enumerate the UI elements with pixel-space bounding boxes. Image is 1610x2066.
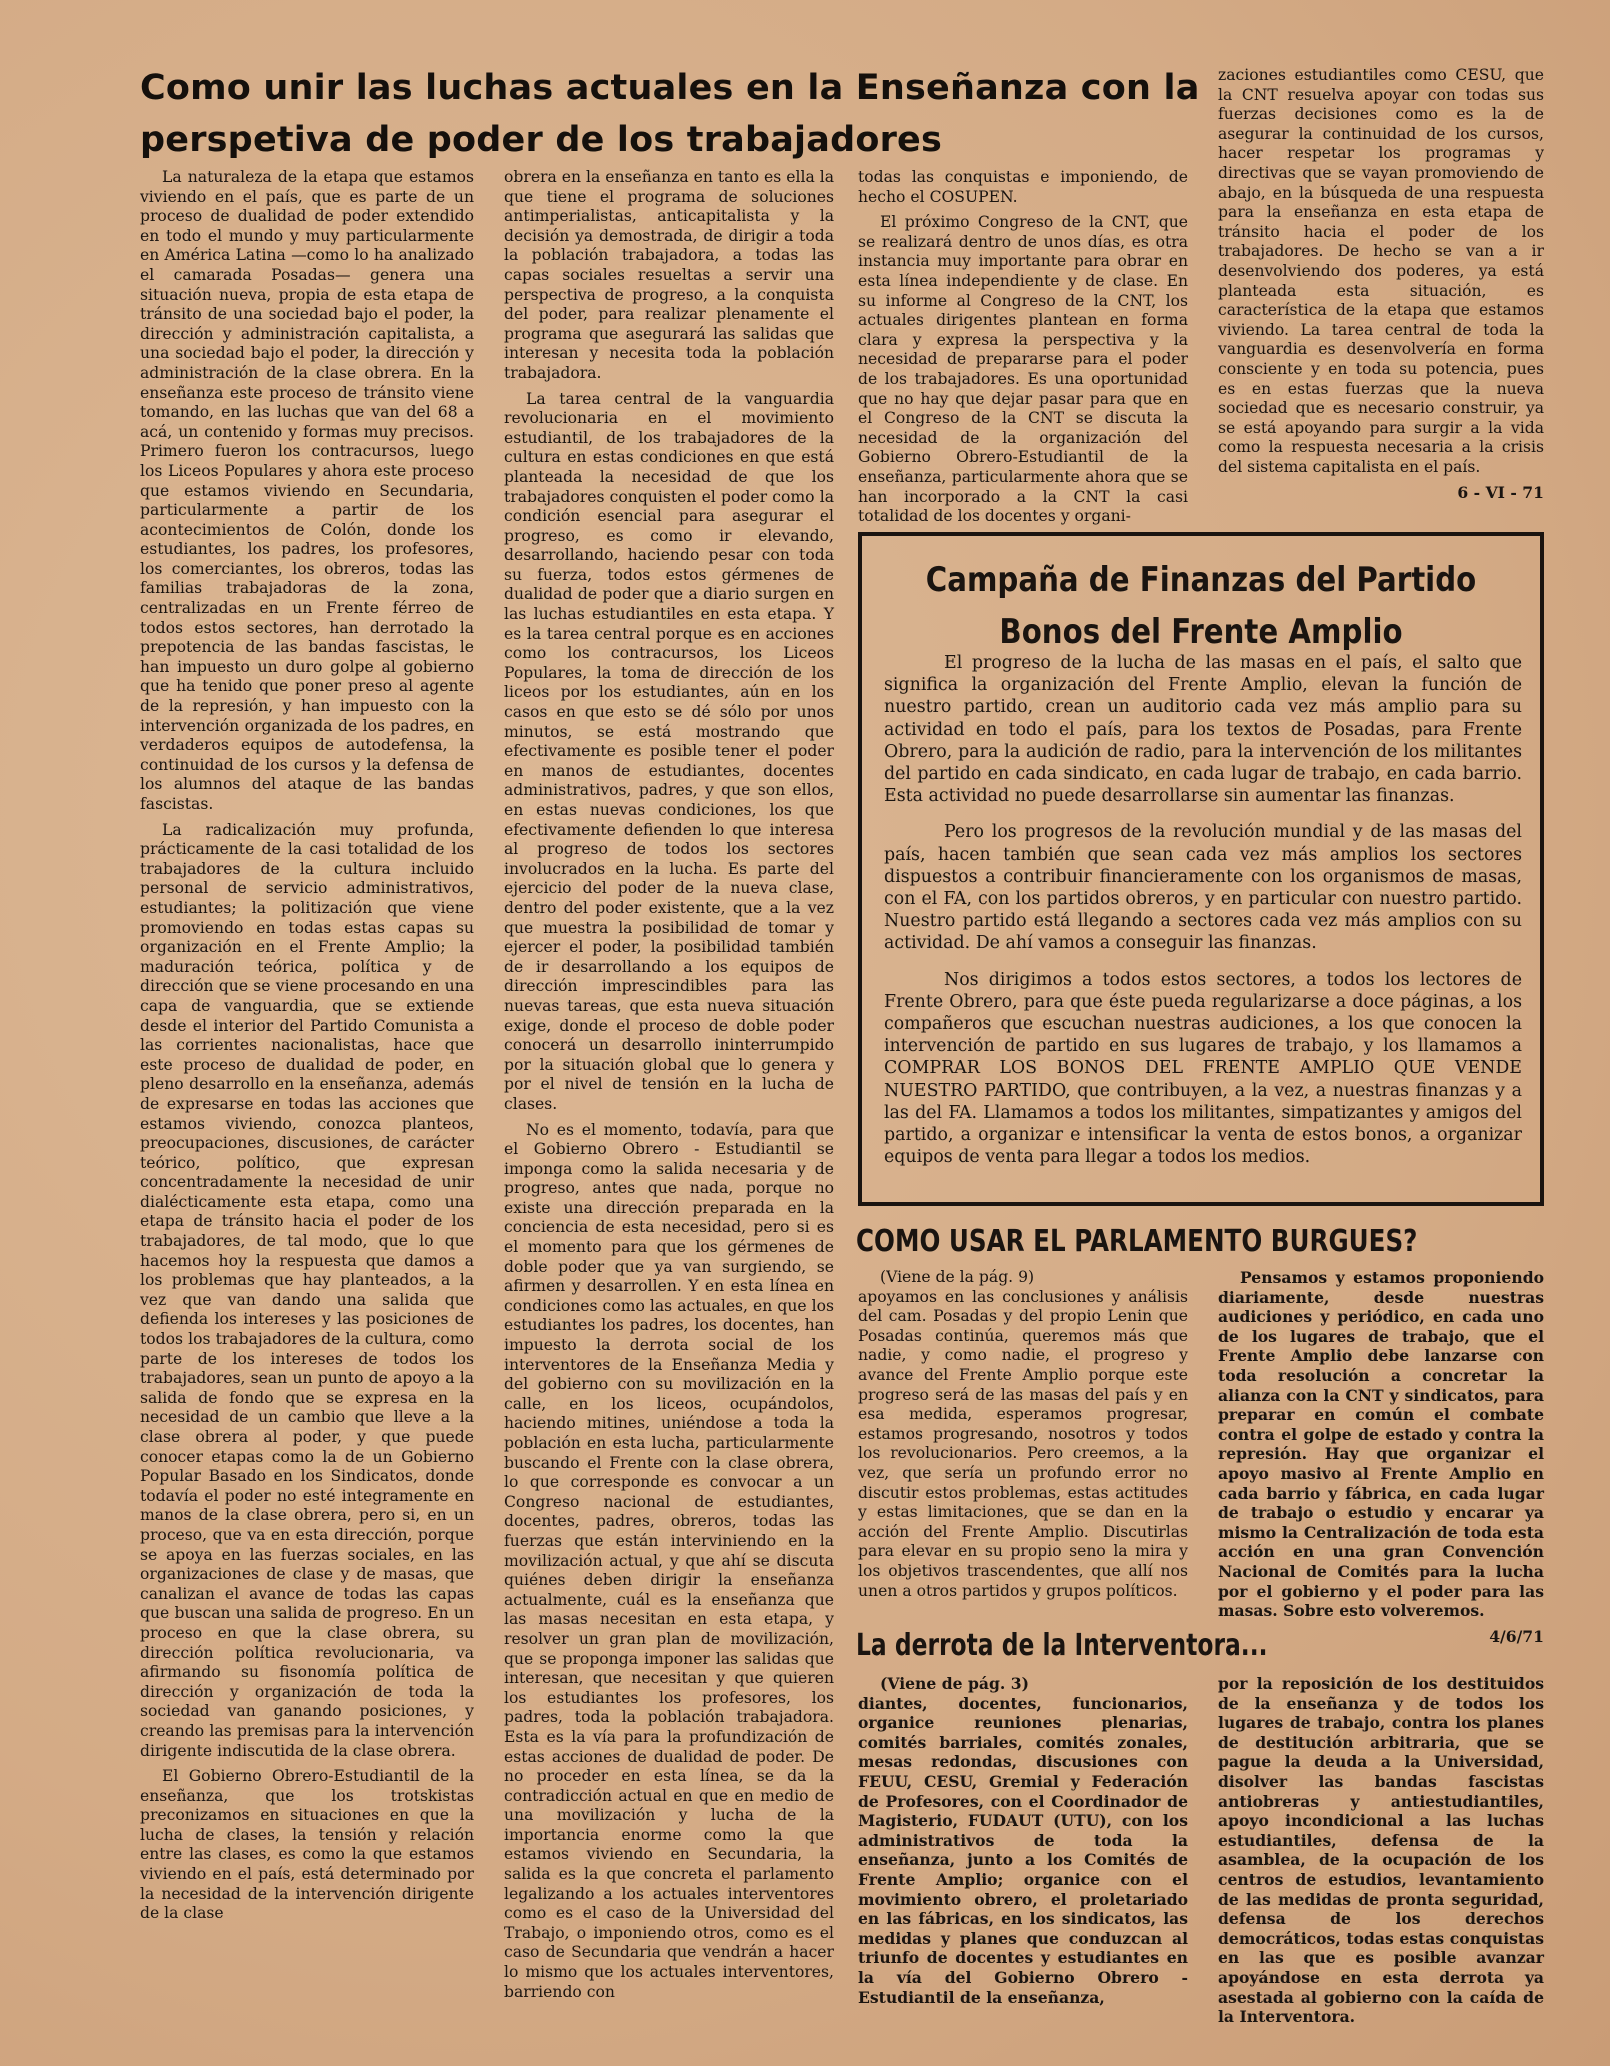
parliament-date: 4/6/71 — [1489, 1626, 1544, 1646]
interventora-column-1 — [858, 1674, 1188, 2013]
article-date: 6 - VI - 71 — [1457, 483, 1544, 503]
box-body — [884, 652, 1522, 1182]
interventora-column-2 — [1218, 1674, 1544, 2033]
article-headline: Como unir las luchas actuales en la Enseñanza con la perspetiva de poder de los trabajadores — [140, 68, 1200, 160]
paragraph: La tarea central de la vanguardia revolucionaria en el movimiento estudiantil, de los trabajadores de la cultura en estas condiciones en que está planteada la necesidad de que los trabajadores conquisten el poder como la condición esencial para asegurar el progreso, es como ir elevando, desarrollando, haciendo pesar con toda su fuerza, todos estos gérmenes de dualidad de poder que a diario surgen en las luchas estudiantiles en esta etapa. Y es la tarea central porque es en acciones como los contracursos, los Liceos Populares, la toma de dirección de los liceos por los estudiantes, aún en los casos en que esto se dé sólo por unos minutos, se está mostrando que efectivamente es posible tener el poder en manos de estudiantes, docentes administrativos, padres, y que son ellos, en estas nuevas condiciones, los que efectivamente defienden lo que interesa al progreso de todos los sectores involucrados en la lucha. Es parte del ejercicio del poder de la nueva clase, dentro del poder existente, que a la vez que muestra la posibilidad de tomar y ejercer el poder, la posibilidad también de ir desarrollando a los equipos de dirección imprescindibles para las nuevas tareas, que esta nueva situación exige, donde el proceso de doble poder conocerá un desarrollo ininterrumpido por la situación global que lo genera y por el nivel de tensión en la lucha de clases. — [504, 389, 834, 1113]
interventora-headline: La derrota de la Interventora... — [856, 1628, 1268, 1663]
parliament-column-2 — [1218, 1268, 1544, 1652]
finance-campaign-box — [858, 532, 1544, 1206]
article-column-4 — [1218, 66, 1544, 509]
parliament-headline: COMO USAR EL PARLAMENTO BURGUES? — [856, 1224, 1418, 1259]
paragraph: por la reposición de los destituidos de la enseñanza y de todos los lugares de trabajo, contra los planes de destitución arbitraria, que se pague la deuda a la Universidad, disolver las bandas fascistas antiobreras y antiestudiantiles, apoyo incondicional a las luchas estudiantiles, defensa de la asamblea, de la ocupación de los centros de estudios, levantamiento de las medidas de pronta seguridad, defensa de los derechos democráticos, todas estas conquistas en las que es posible avanzar apoyándose en esta derrota ya asestada al gobierno con la caída de la Interventora. — [1218, 1674, 1544, 2027]
paragraph: La radicalización muy profunda, prácticamente de la casi totalidad de los trabajadores de la cultura incluido personal de servicio administrativos, estudiantes; la politización que viene promoviendo en todas estas capas su organización en el Frente Amplio; la maduración teórica, política y de dirección que se viene procesando en una capa de vanguardia, que se extiende desde el interior del Partido Comunista a las corrientes nacionalistas, hace que este proceso de dualidad de poder, en pleno desarrollo en la enseñanza, además de expresarse en todas las acciones que estamos viviendo, conozca planteos, preocupaciones, discusiones, de carácter teórico, político, que expresan concentradamente la necesidad de unir dialécticamente esta etapa, como una etapa de tránsito hacia el poder de los trabajadores, de tal modo, que lo que hacemos hoy la respuesta que damos a los problemas que hay planteados, a la vez que van dando una salida que defienda los intereses y las posiciones de todos los trabajadores de la cultura, como parte de los intereses de todos los trabajadores, sean un punto de apoyo a la salida de fondo que se expresa en la necesidad de un cambio que lleve a la clase obrera al poder, y que puede conocer etapas como la de un Gobierno Popular Basado en los Sindicatos, donde todavía el poder no esté integramente en manos de la clase obrera, pero si, en un proceso, que va en esta dirección, porque se apoya en las fuerzas sociales, en las organizaciones de clase y de masas, que canalizan el avance de todas las capas que buscan una salida de progreso. En un proceso en que la clase obrera, su dirección política revolucionaria, va afirmando su fisonomía política de dirección y organización de toda la sociedad van ganando posiciones, y creando las premisas para la intervención dirigente indiscutida de la clase obrera. — [140, 820, 474, 1760]
box-paragraph: El progreso de la lucha de las masas en el país, el salto que significa la organización del Frente Amplio, elevan la función de nuestro partido, crean un auditorio cada vez más amplio para su actividad en todo el país, para los textos de Posadas, para Frente Obrero, para la audición de radio, para la intervención de los militantes del partido en cada sindicato, en cada lugar de trabajo, en cada barrio. Esta actividad no puede desarrollarse sin aumentar las finanzas. — [884, 653, 1522, 807]
box-title — [909, 554, 1492, 658]
paragraph: No es el momento, todavía, para que el Gobierno Obrero - Estudiantil se imponga como la salida necesaria y de progreso, antes que nada, porque no existe una dirección preparada en la conciencia de esta necesidad, pero si es el momento para que los gérmenes de doble poder que ya van surgiendo, se afirmen y desarrollen. Y en esta línea en condiciones como las actuales, en que los estudiantes los padres, los docentes, han impuesto la derrota social de los interventores de la Enseñanza Media y del gobierno con su movilización en la calle, en los liceos, ocupándolos, haciendo mitines, uniéndose a toda la población en esta lucha, particularmente buscando el Frente con la clase obrera, lo que corresponde es convocar a un Congreso nacional de estudiantes, docentes, padres, obreros, todas las fuerzas que están interviniendo en la movilización actual, y que ahí se discuta quiénes deben dirigir la enseñanza actualmente, cuál es la enseñanza que las masas necesitan en esta etapa, y resolver un gran plan de movilización, que se proponga imponer las salidas que interesan, que necesitan y que quieren los estudiantes los profesores, los padres, toda la población trabajadora. Esta es la vía para la profundización de estas acciones de dualidad de poder. De no proceder en esta línea, se da la contradicción actual en que en medio de una movilización y lucha de la importancia enorme como la que estamos viviendo en Secundaria, la salida es la que concreta el parlamento legalizando a los actuales interventores como es el caso de la Universidad del Trabajo, o imponiendo otros, como es el caso de Secundaria que vendrán a hacer lo mismo que los actuales interventores, barriendo con — [504, 1120, 834, 2001]
paragraph: El próximo Congreso de la CNT, que se realizará dentro de unos días, es otra instancia muy importante para obrar en esta línea independiente y de clase. En su informe al Congreso de la CNT, los actuales dirigentes plantean en forma clara y expresa la perspectiva y la necesidad de prepararse para el poder de los trabajadores. Es una oportunidad que no hay que dejar pasar para que en el Congreso de la CNT se discuta la necesidad de la organización del Gobierno Obrero-Estudiantil de la enseñanza, particularmente ahora que se han incorporado a la CNT la casi totalidad de los docentes y organi- — [858, 213, 1188, 526]
article-column-1 — [140, 168, 474, 1930]
box-title-line-1: Campaña de Finanzas del Partido — [925, 560, 1477, 600]
continued-note: (Viene de la pág. 9) — [880, 1268, 1035, 1286]
paragraph: El Gobierno Obrero-Estudiantil de la enseñanza, que los trotskistas preconizamos en situaciones en que la lucha de clases, la tensión y relación entre las clases, es como la que estamos viviendo en el país, está determinado por la necesidad de la intervención dirigente de la clase — [140, 1767, 474, 1923]
paragraph: zaciones estudiantiles como CESU, que la CNT resuelva apoyar con todas sus fuerzas decisiones como es la de asegurar la continuidad de los cursos, hacer respetar los programas y directivas que se vayan promoviendo de abajo, en la búsqueda de una respuesta para la enseñanza en esta etapa de tránsito hacia el poder de los trabajadores. De hecho se van a ir desenvolviendo dos poderes, ya está planteada esta situación, es característica de la etapa que estamos viviendo. La tarea central de toda la vanguardia es desenvolvería en forma consciente y en toda su potencia, pues es en estas fuerzas que la nueva sociedad que es necesario construir, ya se está apoyando para surgir a la vida como la respuesta necesaria a la crisis del sistema capitalista en el país. — [1218, 66, 1544, 476]
paragraph: La naturaleza de la etapa que estamos viviendo en el país, que es parte de un proceso de dualidad de poder extendido en todo el mundo y muy particularmente en América Latina —como lo ha analizado el camarada Posadas— genera una situación nueva, propia de esta etapa de tránsito de una sociedad bajo el poder, la dirección y administración capitalista, a una sociedad bajo el poder, la dirección y administración de la clase obrera. En la enseñanza este proceso de tránsito viene tomando, en las luchas que van del 68 a acá, un contenido y formas muy precisos. Primero fueron los contracursos, luego los Liceos Populares y ahora este proceso que estamos viviendo en Secundaria, particularmente a partir de los acontecimientos de Colón, donde los estudiantes, los padres, los profesores, los comerciantes, los obreros, todas las familias trabajadoras de la zona, centralizadas en un Frente férreo de todos estos sectores, han derrotado la prepotencia de las bandas fascistas, le han impuesto un duro golpe al gobierno que ha tenido que poner preso al agente de la represión, y han impuesto con la intervención organizada de los padres, en verdaderos equipos de autodefensa, la continuidad de los cursos y la defensa de los alumnos del ataque de las bandas fascistas. — [140, 168, 474, 813]
box-paragraph: Pero los progresos de la revolución mundial y de las masas del país, hacen también que sean cada vez más amplios los sectores dispuestos a contribuir financieramente con los organismos de masas, con el FA, con los partidos obreros, y en particular con nuestro partido. Nuestro partido está llegando a sectores cada vez más amplios con su actividad. De ahí vamos a conseguir las finanzas. — [884, 822, 1522, 954]
box-paragraph: Nos dirigimos a todos estos sectores, a todos los lectores de Frente Obrero, para que éste pueda regularizarse a doce páginas, a los compañeros que escuchan nuestras audiciones, a los que conocen la intervención de partido en sus lugares de trabajo, y los llamamos a COMPRAR LOS BONOS DEL FRENTE AMPLIO QUE VENDE NUESTRO PARTIDO, que contribuyen, a la vez, a nuestras finanzas y a las del FA. Llamamos a todos los militantes, simpatizantes y amigos del partido, a organizar e intensificar la venta de estos bonos, a organizar equipos de venta para llegar a todos los medios. — [884, 969, 1522, 1168]
paragraph: obrera en la enseñanza en tanto es ella la que tiene el programa de soluciones antimperialistas, anticapitalista y la decisión ya demostrada, de dirigir a toda la población trabajadora, a todas las capas sociales resueltas a servir una perspectiva de progreso, a la conquista del poder, para realizar plenamente el programa que asegurará las salidas que interesan y necesita toda la población trabajadora. — [504, 168, 834, 382]
paragraph: apoyamos en las conclusiones y análisis del cam. Posadas y del propio Lenin que Posadas continúa, queremos más que nadie, y como nadie, el progreso y avance del Frente Amplio porque este progreso será de las masas del país y en esa medida, esperamos progresar, estamos progresando, nosotros y todos los revolucionarios. Pero creemos, a la vez, que sería un profundo error no discutir estos problemas, estas actitudes y estas limitaciones, que se dan en la acción del Frente Amplio. Discutirlas para elevar en su propio seno la mira y los objetivos trascendentes, que allí nos unen a otros partidos y grupos políticos. — [858, 1287, 1188, 1600]
continued-note: (Viene de pág. 3) — [880, 1674, 1029, 1693]
paragraph: diantes, docentes, funcionarios, organice reuniones plenarias, comités barriales, comités zonales, mesas redondas, discusiones con FEUU, CESU, Gremial y Federación de Profesores, con el Coordinador de Magisterio, FUDAUT (UTU), con los administrativos de toda la enseñanza, junto a los Comités de Frente Amplio; organice con el movimiento obrero, el proletariado en las fábricas, en los sindicatos, las medidas y planes que conduzcan al triunfo de docentes y estudiantes en la vía del Gobierno Obrero - Estudiantil de la enseñanza, — [858, 1693, 1188, 2007]
paragraph: todas las conquistas e imponiendo, de hecho el COSUPEN. — [858, 168, 1188, 206]
paragraph: Pensamos y estamos proponiendo diariamente, desde nuestras audiciones y periódico, en cada uno de los lugares de trabajo, que el Frente Amplio debe lanzarse con toda resolución a concretar la alianza con la CNT y sindicatos, para preparar en común el combate contra el golpe de estado y contra la represión. Hay que organizar el apoyo masivo al Frente Amplio en cada barrio y fábrica, en cada lugar de trabajo o estudio y encarar ya mismo la Centralización de toda esta acción en una gran Convención Nacional de Comités para la lucha por el gobierno y el poder para las masas. Sobre esto volveremos. — [1218, 1268, 1544, 1621]
parliament-column-1 — [858, 1268, 1188, 1607]
article-column-2 — [504, 168, 834, 2008]
article-column-3 — [858, 168, 1188, 533]
box-title-line-2: Bonos del Frente Amplio — [999, 612, 1403, 652]
